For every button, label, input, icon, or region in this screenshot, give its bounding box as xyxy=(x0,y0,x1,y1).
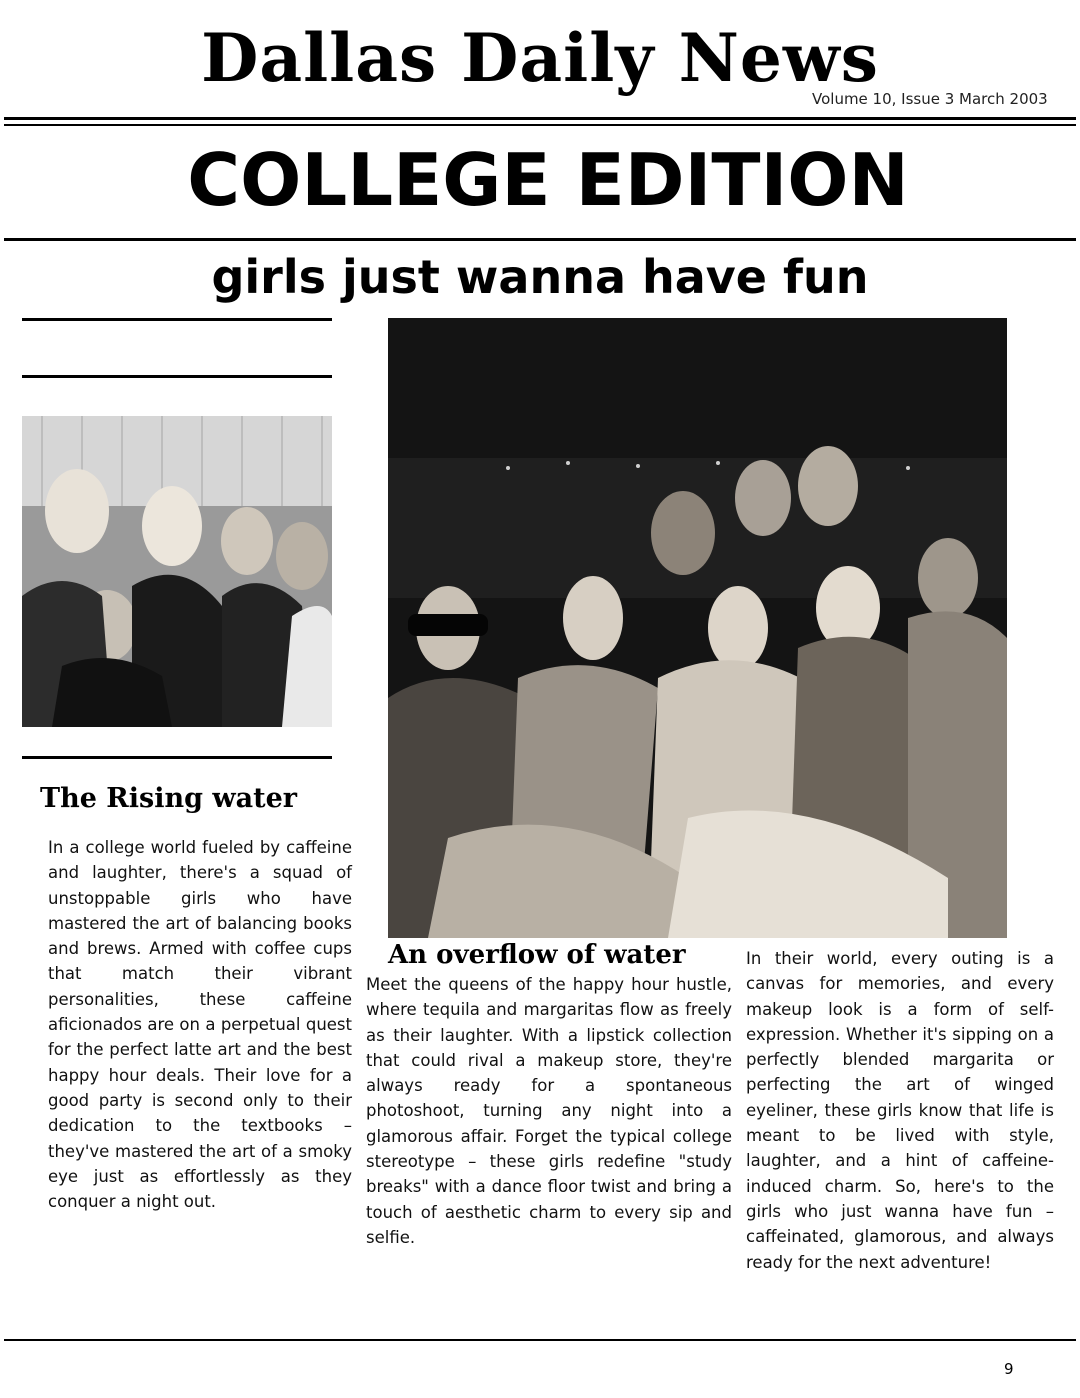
article-body-their-world: In their world, every outing is a canvas for memories, and every makeup look is a form of self-expression. Whether it's sipping on a perfectly blended margarita or perfecting the art of winged eyeliner, these girls know that life is meant to be lived with style, laughter, and a hint of caffeine-induced charm. So, here's to the girls who just wanna have fun – caffeinated, glamorous, and always ready for the next adventure! xyxy=(746,949,1054,1272)
group-photo-large xyxy=(388,318,1007,938)
edition-rule xyxy=(4,238,1076,241)
masthead-rule-top xyxy=(4,117,1076,120)
article-body-overflow-water: Meet the queens of the happy hour hustle, where tequila and margaritas flow as freely as their laughter. With a lipstick collection that could rival a makeup store, they're always ready for a spontaneous photoshoot, turning any night into a glamorous affair. Forget the typical college stereotype – these girls redefine "study breaks" with a dance floor twist and bring a touch of aesthetic charm to every sip and selfie. xyxy=(366,975,732,1247)
tagline: girls just wanna have fun xyxy=(211,250,869,304)
left-rule-2 xyxy=(22,375,332,378)
left-rule-1 xyxy=(22,318,332,321)
group-photo-small xyxy=(22,416,332,727)
footer-rule xyxy=(4,1339,1076,1341)
masthead-rule-bottom xyxy=(4,124,1076,126)
masthead-title: Dallas Daily News xyxy=(201,19,879,97)
issue-line: Volume 10, Issue 3 March 2003 xyxy=(812,90,1048,108)
page-number: 9 xyxy=(1004,1360,1014,1378)
article-body-rising-water: In a college world fueled by caffeine and laughter, there's a squad of unstoppable girls who have mastered the art of balancing books and brews. Armed with coffee cups that match their vibrant personalities, these caffeine aficionados are on a perpetual quest for the perfect latte art and the best happy hour deals. Their love for a good party is second only to their dedication to the textbooks – they've mastered the art of a smoky eye just as effortlessly as they conquer a night out. xyxy=(48,838,352,1212)
edition-title: COLLEGE EDITION xyxy=(187,138,909,222)
article-headline-overflow-water: An overflow of water xyxy=(388,940,686,970)
article-headline-rising-water: The Rising water xyxy=(40,783,297,814)
left-rule-3 xyxy=(22,756,332,759)
